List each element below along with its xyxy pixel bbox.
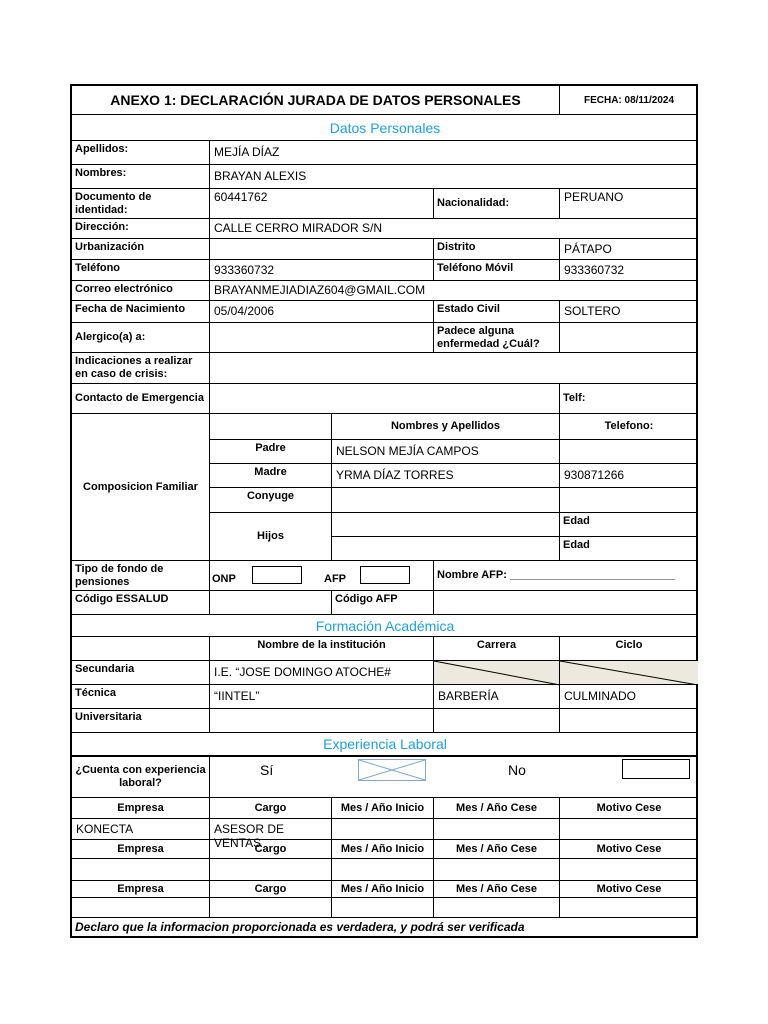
fondo-options [210, 561, 434, 591]
nombre-afp-field[interactable]: Nombre AFP: ___________________________ [434, 561, 698, 591]
conyuge-field[interactable] [332, 488, 560, 513]
onp-checkbox[interactable] [252, 566, 302, 584]
essalud-label: Código ESSALUD [72, 591, 210, 615]
cese-3-field[interactable] [434, 898, 560, 918]
codigo-afp-label: Código AFP [332, 591, 434, 615]
secundaria-institucion-field[interactable]: I.E. “JOSE DOMINGO ATOCHE# [210, 661, 434, 685]
col-cese-header: Mes / Año Cese [434, 798, 560, 819]
no-checkbox[interactable] [622, 759, 690, 779]
emergencia-field[interactable] [210, 384, 560, 414]
movil-label: Teléfono Móvil [434, 260, 560, 281]
col-cargo-header: Cargo [210, 881, 332, 898]
form-date: FECHA: 08/11/2024 [560, 86, 698, 115]
universitaria-ciclo-field[interactable] [560, 709, 698, 733]
col-cargo-header: Cargo [210, 840, 332, 859]
cese-2-field[interactable] [434, 859, 560, 881]
universitaria-institucion-field[interactable] [210, 709, 434, 733]
padre-field[interactable]: NELSON MEJÍA CAMPOS [332, 440, 560, 464]
col-ciclo-header: Ciclo [560, 637, 698, 661]
col-inicio-header: Mes / Año Inicio [332, 798, 434, 819]
afp-label: AFP [324, 573, 346, 585]
inicio-1-field[interactable] [332, 819, 434, 840]
documento-label: Documento de identidad: [72, 189, 210, 219]
cese-1-field[interactable] [434, 819, 560, 840]
nacimiento-label: Fecha de Nacimiento [72, 301, 210, 323]
declaration-form [70, 84, 698, 938]
tecnica-carrera-field[interactable]: BARBERÍA [434, 685, 560, 709]
crisis-field[interactable] [210, 353, 698, 384]
strike-line-icon [434, 661, 560, 685]
familia-header-blank [210, 414, 332, 440]
academica-header-blank [72, 637, 210, 661]
nacimiento-field[interactable]: 05/04/2006 [210, 301, 434, 323]
alergico-label: Alergico(a) a: [72, 323, 210, 353]
fondo-label: Tipo de fondo de pensiones [72, 561, 210, 591]
col-empresa-header: Empresa [72, 798, 210, 819]
universitaria-label: Universitaria [72, 709, 210, 733]
codigo-afp-field[interactable] [434, 591, 698, 615]
distrito-field[interactable]: PÁTAPO [560, 239, 698, 260]
si-checkbox[interactable] [358, 759, 426, 781]
col-empresa-header: Empresa [72, 840, 210, 859]
documento-field[interactable]: 60441762 [210, 189, 434, 219]
nombres-label: Nombres: [72, 165, 210, 189]
hijo-1-field[interactable] [332, 513, 560, 537]
conyuge-telefono-field[interactable] [560, 488, 698, 513]
estado-civil-label: Estado Civil [434, 301, 560, 323]
alergico-field[interactable] [210, 323, 434, 353]
telf-label: Telf: [560, 384, 698, 414]
no-label: No [508, 762, 526, 778]
experiencia-pregunta-label: ¿Cuenta con experiencia laboral? [72, 757, 210, 798]
motivo-3-field[interactable] [560, 898, 698, 918]
col-telefono-header: Telefono: [560, 414, 698, 440]
cargo-3-field[interactable] [210, 898, 332, 918]
essalud-field[interactable] [210, 591, 332, 615]
nombres-field[interactable]: BRAYAN ALEXIS [210, 165, 698, 189]
si-label: Sí [260, 762, 274, 778]
section-title-academica: Formación Académica [72, 615, 698, 637]
col-cese-header: Mes / Año Cese [434, 840, 560, 859]
distrito-label: Distrito [434, 239, 560, 260]
col-carrera-header: Carrera [434, 637, 560, 661]
hijo-2-edad-label: Edad [560, 537, 698, 561]
col-cargo-header: Cargo [210, 798, 332, 819]
cargo-2-field[interactable] [210, 859, 332, 881]
col-cese-header: Mes / Año Cese [434, 881, 560, 898]
madre-label: Madre [210, 464, 332, 488]
enfermedad-field[interactable] [560, 323, 698, 353]
col-empresa-header: Empresa [72, 881, 210, 898]
inicio-2-field[interactable] [332, 859, 434, 881]
tecnica-ciclo-field[interactable]: CULMINADO [560, 685, 698, 709]
madre-field[interactable]: YRMA DÍAZ TORRES [332, 464, 560, 488]
inicio-3-field[interactable] [332, 898, 434, 918]
madre-telefono-field[interactable]: 930871266 [560, 464, 698, 488]
tecnica-label: Técnica [72, 685, 210, 709]
empresa-3-field[interactable] [72, 898, 210, 918]
motivo-1-field[interactable] [560, 819, 698, 840]
tecnica-institucion-field[interactable]: “IINTEL” [210, 685, 434, 709]
col-inicio-header: Mes / Año Inicio [332, 840, 434, 859]
correo-field[interactable]: BRAYANMEJIADIAZ604@GMAIL.COM [210, 281, 698, 301]
cargo-1-field[interactable]: ASESOR DE VENTAS [210, 819, 332, 840]
padre-telefono-field[interactable] [560, 440, 698, 464]
hijos-label: Hijos [210, 513, 332, 561]
section-title-personal: Datos Personales [72, 115, 698, 141]
apellidos-label: Apellidos: [72, 141, 210, 165]
col-motivo-header: Motivo Cese [560, 798, 698, 819]
crisis-label: Indicaciones a realizar en caso de crisis: [72, 353, 210, 384]
col-motivo-header: Motivo Cese [560, 881, 698, 898]
universitaria-carrera-field[interactable] [434, 709, 560, 733]
direccion-field[interactable]: CALLE CERRO MIRADOR S/N [210, 219, 698, 239]
col-nombres-header: Nombres y Apellidos [332, 414, 560, 440]
declaration-text: Declaro que la informacion proporcionada es verdadera, y podrá ser verificada [75, 920, 525, 934]
correo-label: Correo electrónico [72, 281, 210, 301]
col-institucion-header: Nombre de la institución [210, 637, 434, 661]
telefono-field[interactable]: 933360732 [210, 260, 434, 281]
estado-civil-field[interactable]: SOLTERO [560, 301, 698, 323]
secundaria-ciclo-disabled [560, 661, 698, 685]
secundaria-carrera-disabled [434, 661, 560, 685]
col-motivo-header: Motivo Cese [560, 840, 698, 859]
nacionalidad-field[interactable]: PERUANO [560, 189, 698, 219]
section-title-experiencia: Experiencia Laboral [72, 733, 698, 757]
telefono-label: Teléfono [72, 260, 210, 281]
conyuge-label: Conyuge [210, 488, 332, 513]
nacionalidad-label: Nacionalidad: [434, 189, 560, 219]
direccion-label: Dirección: [72, 219, 210, 239]
strike-line-icon [560, 661, 698, 685]
urbanizacion-label: Urbanización [72, 239, 210, 260]
padre-label: Padre [210, 440, 332, 464]
secundaria-label: Secundaria [72, 661, 210, 685]
hijo-2-field[interactable] [332, 537, 560, 561]
empresa-2-field[interactable] [72, 859, 210, 881]
hijo-1-edad-label: Edad [560, 513, 698, 537]
enfermedad-label: Padece alguna enfermedad ¿Cuál? [434, 323, 560, 353]
afp-checkbox[interactable] [360, 566, 410, 584]
emergencia-label: Contacto de Emergencia [72, 384, 210, 414]
familia-label: Composicion Familiar [72, 414, 210, 561]
col-inicio-header: Mes / Año Inicio [332, 881, 434, 898]
form-title: ANEXO 1: DECLARACIÓN JURADA DE DATOS PERSONALES [72, 86, 560, 115]
experiencia-options [210, 757, 698, 798]
urbanizacion-field[interactable] [210, 239, 434, 260]
apellidos-field[interactable]: MEJÍA DÍAZ [210, 141, 698, 165]
cross-mark-icon [359, 760, 425, 780]
onp-label: ONP [212, 573, 236, 585]
empresa-1-field[interactable]: KONECTA [72, 819, 210, 840]
motivo-2-field[interactable] [560, 859, 698, 881]
movil-field[interactable]: 933360732 [560, 260, 698, 281]
